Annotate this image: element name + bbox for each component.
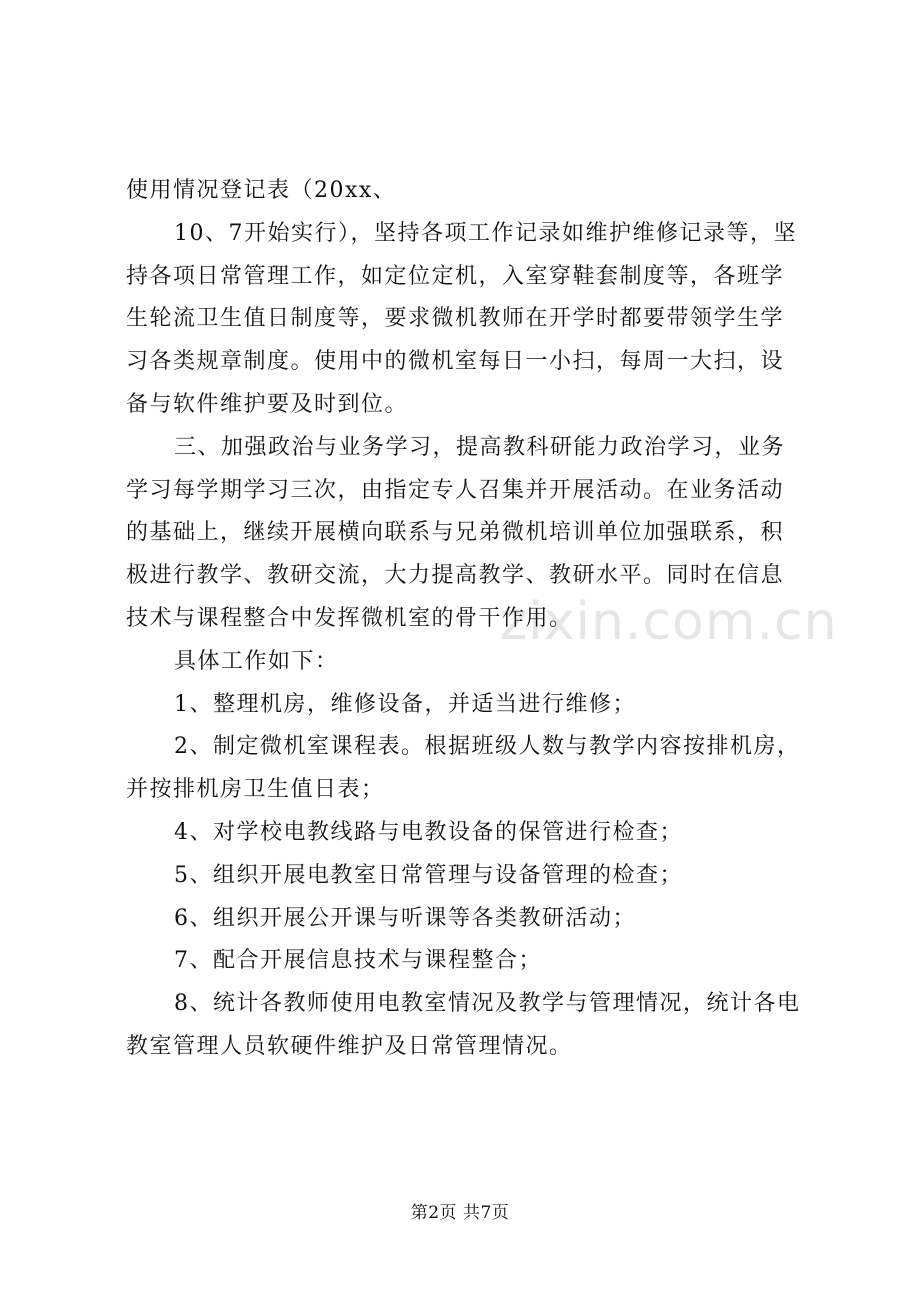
paragraph-4: 具体工作如下： (174, 648, 339, 674)
list-item-5: 5、组织开展电教室日常管理与设备管理的检查； (174, 862, 683, 888)
watermark: zixin.com.cn (500, 592, 838, 652)
document-body (126, 170, 806, 1069)
list-item-7: 7、配合开展信息技术与课程整合； (174, 948, 542, 974)
list-item-4: 4、对学校电教线路与电教设备的保管进行检查； (174, 819, 683, 845)
paragraph-2: 10、7开始实行），坚持各项工作记录如维护维修记录等，坚持各项日常管理工作，如定位定机，入室穿鞋套制度等，各班学生轮流卫生值日制度等，要求微机教师在开学时都要带领学生学习各类规章制度。使用中的微机室每日一小扫，每周一大扫，设备与软件维护要及时到位。 (126, 220, 797, 417)
list-item-2: 2、制定微机室课程表。根据班级人数与教学内容按排机房，并按排机房卫生值日表； (126, 734, 801, 803)
page-footer: 第2页 共7页 (410, 1203, 510, 1223)
list-item-8: 8、统计各教师使用电教室情况及教学与管理情况，统计各电教室管理人员软硬件维护及日常管理情况。 (126, 991, 801, 1059)
paragraph-3: 三、加强政治与业务学习，提高教科研能力政治学习，业务学习每学期学习三次，由指定专人召集并开展活动。在业务活动的基础上，继续开展横向联系与兄弟微机培训单位加强联系，积极进行教学、教研交流，大力提高教学、教研水平。同时在信息技术与课程整合中发挥微机室的骨干作用。 (126, 434, 786, 631)
paragraph-1: 使用情况登记表（20xx、 (126, 178, 397, 203)
list-item-1: 1、整理机房，维修设备，并适当进行维修； (174, 691, 636, 717)
list-item-6: 6、组织开展公开课与听课等各类教研活动； (174, 905, 636, 931)
